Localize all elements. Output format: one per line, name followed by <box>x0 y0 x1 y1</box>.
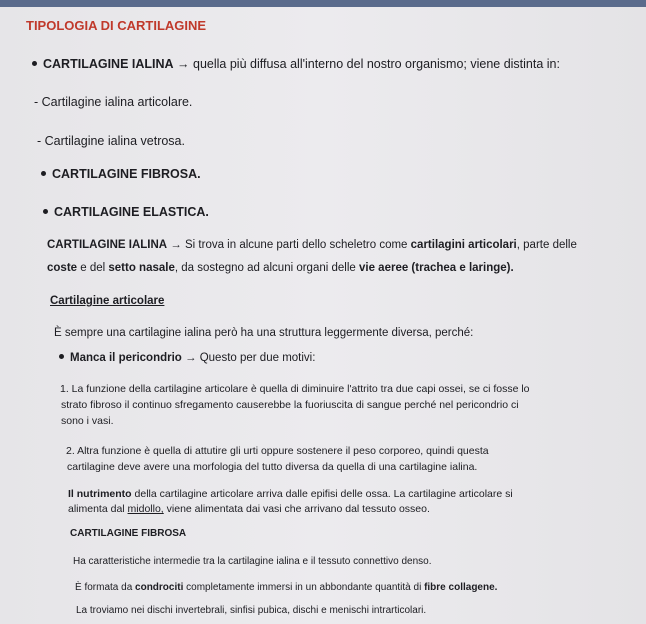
text: e del <box>77 262 109 274</box>
paragraph-ialina-line2 <box>47 262 514 276</box>
numbered-item-1-line3: sono i vasi. <box>61 415 114 427</box>
paragraph-formata <box>75 582 497 594</box>
numbered-item-2-line1: 2. Altra funzione è quella di attutire gli urti oppure sostenere il peso corporeo, quindi questa <box>66 445 489 457</box>
term: condrociti <box>135 582 184 593</box>
text: → Si trova in alcune parti dello scheletro come <box>167 239 411 251</box>
term: Il nutrimento <box>68 488 132 500</box>
bullet-icon <box>32 61 37 66</box>
term-cartilagine-fibrosa: CARTILAGINE FIBROSA. <box>52 167 201 181</box>
paragraph-caratteristiche: Ha caratteristiche intermedie tra la cartilagine ialina e il tessuto connettivo denso. <box>73 556 432 567</box>
bullet-icon <box>59 354 64 359</box>
list-item-vetrosa: - Cartilagine ialina vetrosa. <box>37 134 185 148</box>
text: completamente immersi in un abbondante quantità di <box>183 582 425 593</box>
term-cartilagine-ialina: CARTILAGINE IALINA <box>43 57 174 71</box>
term: coste <box>47 262 78 274</box>
bullet-text: quella più diffusa all'interno del nostro organismo; viene distinta in: <box>189 57 560 71</box>
term: cartilagini articolari <box>410 239 517 251</box>
text: È formata da <box>75 582 136 593</box>
bullet-cartilagine-fibrosa <box>41 167 201 182</box>
list-item-articolare: - Cartilagine ialina articolare. <box>34 95 193 109</box>
document-title: TIPOLOGIA DI CARTILAGINE <box>26 18 207 33</box>
bullet-cartilagine-elastica <box>43 205 209 220</box>
text: alimenta dal <box>68 503 128 515</box>
term-cartilagine-elastica: CARTILAGINE ELASTICA. <box>54 205 209 219</box>
bullet-cartilagine-ialina <box>32 57 560 72</box>
term: fibre collagene. <box>424 582 498 593</box>
text: della cartilagine articolare arriva dalle epifisi delle ossa. La cartilagine articolare si <box>131 488 513 500</box>
window-top-border <box>0 0 646 7</box>
paragraph-troviamo: La troviamo nei dischi invertebrali, sinfisi pubica, dischi e menischi intrarticolari. <box>76 605 427 616</box>
bullet-text: → Questo per due motivi: <box>181 352 316 364</box>
term: vie aeree (trachea e laringe). <box>359 262 514 274</box>
text: , parte delle <box>516 239 577 251</box>
paragraph-sempre-ialina: È sempre una cartilagine ialina però ha una struttura leggermente diversa, perché: <box>54 327 474 339</box>
paragraph-nutrimento-line1 <box>68 488 513 501</box>
numbered-item-1-line2: strato fibroso il continuo sfregamento causerebbe la fuoriuscita di sangue perché nel pericondrio ci <box>61 399 519 411</box>
bullet-icon <box>41 171 46 176</box>
numbered-item-2-line2: cartilagine deve avere una morfologia del tutto diversa da quella di una cartilagine ialina. <box>67 461 478 473</box>
bullet-manca-pericondrio <box>59 352 315 366</box>
bullet-icon <box>43 209 48 214</box>
paragraph-nutrimento-line2 <box>68 503 430 516</box>
heading-cartilagine-articolare: Cartilagine articolare <box>50 295 165 307</box>
paragraph-ialina-line1 <box>47 239 577 253</box>
text: , da sostegno ad alcuni organi delle <box>174 262 359 274</box>
text: viene alimentata dai vasi che arrivano dal tessuto osseo. <box>163 503 430 515</box>
heading-cartilagine-fibrosa: CARTILAGINE FIBROSA <box>70 528 187 539</box>
term: CARTILAGINE IALINA <box>47 239 168 251</box>
underlined-term: midollo, <box>127 503 164 515</box>
term-manca-pericondrio: Manca il pericondrio <box>70 352 182 364</box>
term: setto nasale <box>108 262 175 274</box>
arrow-icon: → <box>177 57 190 71</box>
numbered-item-1-line1: 1. La funzione della cartilagine articolare è quella di diminuire l'attrito tra due capi ossei, se ci fosse lo <box>60 383 530 395</box>
